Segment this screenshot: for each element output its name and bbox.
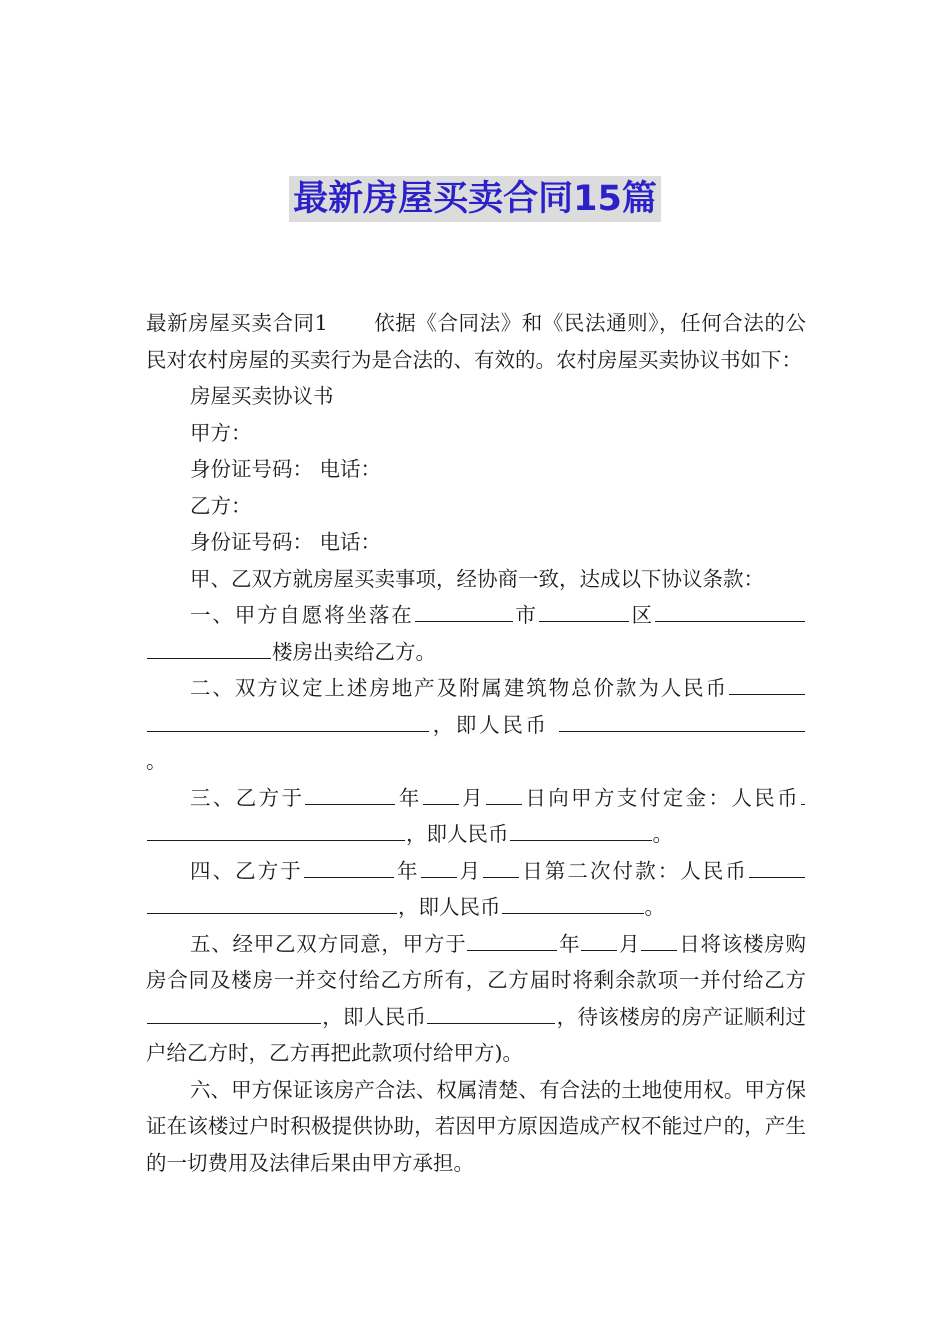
agreement-title: 房屋买卖协议书 bbox=[190, 384, 334, 408]
document-title-text: 最新房屋买卖合同15篇 bbox=[289, 176, 661, 222]
blank-line bbox=[421, 876, 457, 878]
party-a-id-line: 身份证号码： 电话： bbox=[190, 457, 382, 481]
blank-line bbox=[467, 949, 557, 951]
document-title bbox=[0, 176, 950, 222]
blank-line bbox=[147, 839, 405, 841]
clause-6: 六、甲方保证该房产合法、权属清楚、有合法的土地使用权。甲方保证在该楼过户时积极提供协助，若因甲方原因造成产权不能过户的，产生的一切费用及法律后果由甲方承担。 bbox=[146, 1077, 806, 1175]
blank-line bbox=[147, 1022, 321, 1024]
blank-line bbox=[483, 876, 519, 878]
party-a-line: 甲方： bbox=[190, 420, 252, 445]
preamble-paragraph: 甲、乙双方就房屋买卖事项，经协商一致，达成以下协议条款： bbox=[190, 566, 764, 591]
clause-2: 二、双方议定上述房地产及附属建筑物总价款为人民币，即人民币 。 bbox=[146, 670, 806, 780]
blank-line bbox=[539, 620, 629, 622]
clause-1: 一、甲方自愿将坐落在 市 区楼房出卖给乙方。 bbox=[146, 597, 806, 670]
party-b-line: 乙方： bbox=[190, 493, 252, 518]
blank-line bbox=[729, 693, 805, 695]
blank-line bbox=[147, 730, 429, 732]
clause-5: 五、经甲乙双方同意，甲方于 年 月 日将该楼房购房合同及楼房一并交付给乙方所有，乙方届时将剩余款项一并付给乙方，即人民币 ，待该楼房的房产证顺利过户给乙方时，乙方再把此款项付给甲方)。 bbox=[146, 931, 807, 1065]
blank-line bbox=[502, 912, 644, 914]
blank-line bbox=[304, 876, 394, 878]
blank-line bbox=[801, 803, 805, 805]
document-body bbox=[146, 305, 806, 1181]
intro-heading: 最新房屋买卖合同1 bbox=[146, 311, 328, 335]
blank-line bbox=[559, 730, 805, 732]
clause-4: 四、乙方于 年 月 日第二次付款：人民币，即人民币 。 bbox=[146, 853, 806, 926]
blank-line bbox=[486, 803, 522, 805]
blank-line bbox=[749, 876, 805, 878]
party-b-id-line: 身份证号码： 电话： bbox=[190, 530, 382, 554]
clause-3: 三、乙方于 年 月 日向甲方支付定金：人民币，即人民币 。 bbox=[146, 780, 806, 853]
blank-line bbox=[427, 1022, 555, 1024]
blank-line bbox=[415, 620, 513, 622]
blank-line bbox=[147, 657, 271, 659]
blank-line bbox=[510, 839, 652, 841]
blank-line bbox=[147, 912, 397, 914]
blank-line bbox=[655, 620, 805, 622]
blank-line bbox=[581, 949, 617, 951]
blank-line bbox=[641, 949, 677, 951]
blank-line bbox=[305, 803, 395, 805]
blank-line bbox=[423, 803, 459, 805]
intro-text: 依据《合同法》和《民法通则》，任何合法的公民对农村房屋的买卖行为是合法的、有效的。农村房屋买卖协议书如下： bbox=[146, 311, 807, 372]
intro-paragraph bbox=[146, 305, 806, 378]
